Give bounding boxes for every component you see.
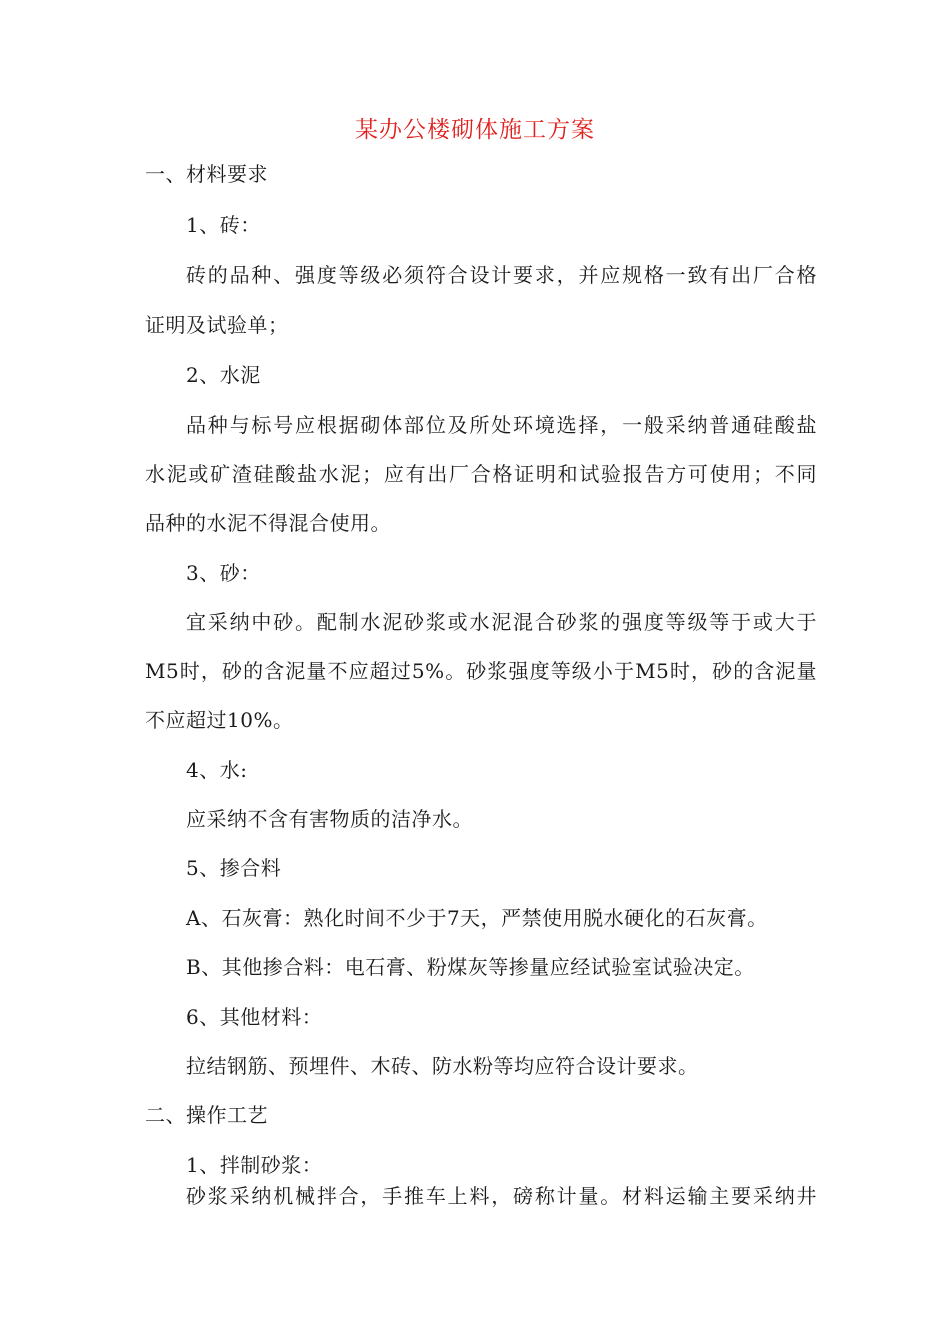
- item-heading-cement: 2、水泥: [186, 363, 261, 387]
- paragraph-line: 宜采纳中砂。配制水泥砂浆或水泥混合砂浆的强度等级等于或大于: [186, 610, 817, 634]
- paragraph-line: 砖的品种、强度等级必须符合设计要求，并应规格一致有出厂合格: [186, 263, 817, 287]
- item-heading-sand: 3、砂：: [186, 561, 261, 585]
- item-heading-water: 4、水:: [186, 758, 248, 782]
- paragraph-line: M5时，砂的含泥量不应超过5%。砂浆强度等级小于M5时，砂的含泥量: [145, 659, 817, 683]
- item-heading-admixture: 5、掺合料: [186, 856, 282, 880]
- section-heading-process: 二、操作工艺: [145, 1103, 268, 1127]
- paragraph-line: 应采纳不含有害物质的洁净水。: [186, 807, 473, 831]
- paragraph-line: B、其他掺合料：电石膏、粉煤灰等掺量应经试验室试验决定。: [186, 955, 755, 979]
- paragraph-line: 砂浆采纳机械拌合，手推车上料，磅称计量。材料运输主要采纳井: [186, 1184, 817, 1208]
- paragraph-line: 证明及试验单；: [145, 313, 289, 337]
- paragraph-line: 品种的水泥不得混合使用。: [145, 511, 391, 535]
- document-title: 某办公楼砌体施工方案: [355, 117, 595, 143]
- paragraph-line: 品种与标号应根据砌体部位及所处环境选择，一般采纳普通硅酸盐: [186, 413, 817, 437]
- paragraph-line: A、石灰膏：熟化时间不少于7天，严禁使用脱水硬化的石灰膏。: [186, 906, 768, 930]
- paragraph-line: 拉结钢筋、预埋件、木砖、防水粉等均应符合设计要求。: [186, 1054, 699, 1078]
- item-heading-brick: 1、砖：: [186, 213, 261, 237]
- paragraph-line: 不应超过10%。: [145, 708, 294, 732]
- paragraph-line: 水泥或矿渣硅酸盐水泥；应有出厂合格证明和试验报告方可使用；不同: [145, 462, 817, 486]
- item-heading-mortar-mixing: 1、拌制砂浆：: [186, 1153, 323, 1177]
- section-heading-materials: 一、材料要求: [145, 162, 268, 186]
- item-heading-other-materials: 6、其他材料：: [186, 1005, 323, 1029]
